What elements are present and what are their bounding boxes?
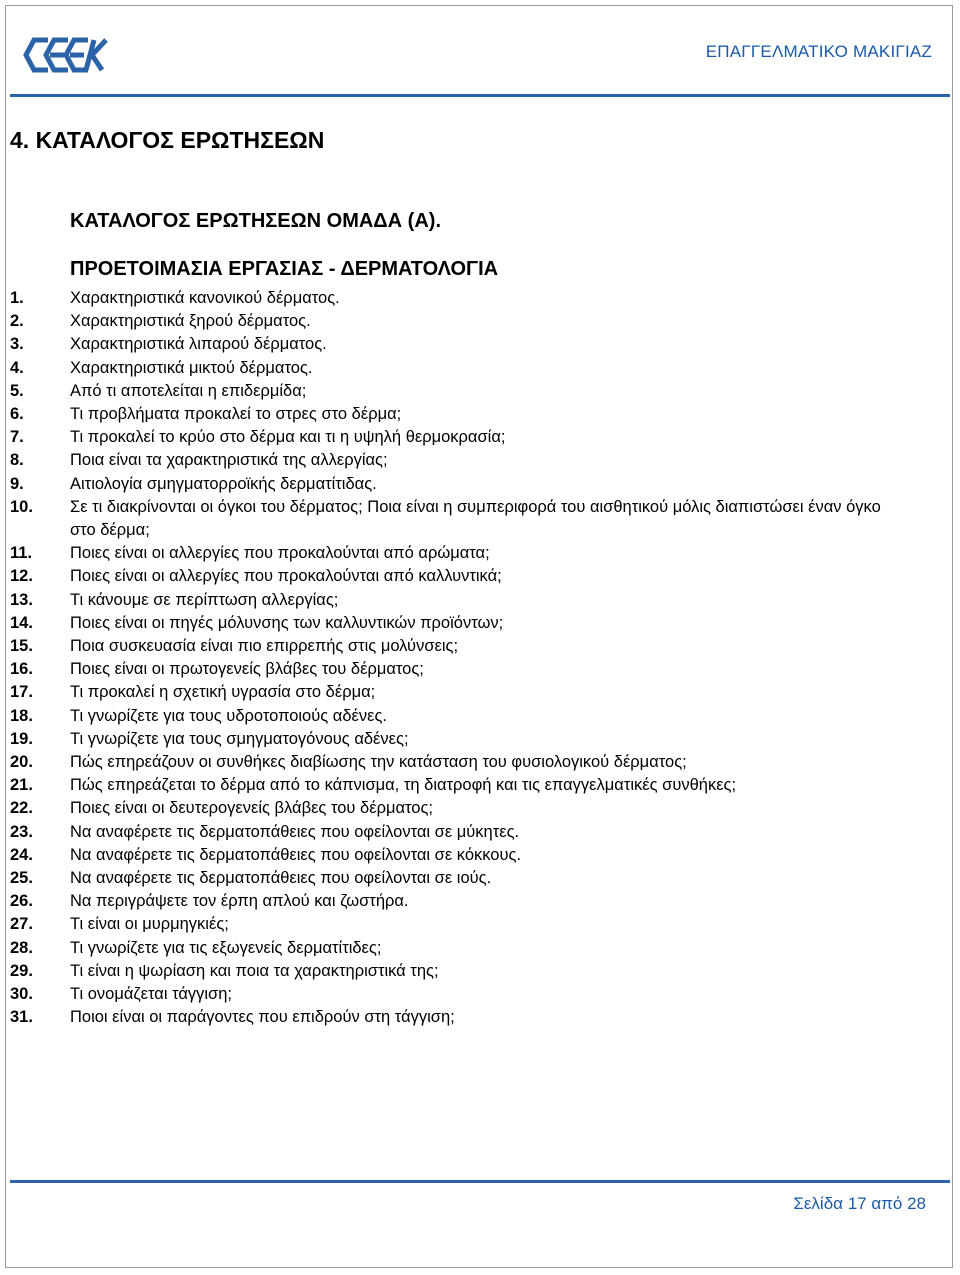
question-text: Τι προκαλεί το κρύο στο δέρμα και τι η υψηλή θερμοκρασία; <box>70 428 506 447</box>
question-text: Χαρακτηριστικά λιπαρού δέρματος. <box>70 335 327 354</box>
question-text: Τι κάνουμε σε περίπτωση αλλεργίας; <box>70 590 339 609</box>
question-item <box>10 287 910 310</box>
question-number: 7. <box>10 428 24 447</box>
document-title: ΕΠΑΓΓΕΛΜΑΤΙΚΟ ΜΑΚΙΓΙΑΖ <box>705 42 932 61</box>
question-number: 11. <box>10 544 33 563</box>
question-text: Ποια είναι τα χαρακτηριστικά της αλλεργίας; <box>70 451 388 470</box>
question-item <box>10 681 910 704</box>
question-number: 1. <box>10 289 24 307</box>
question-item <box>10 496 910 542</box>
question-text: Να αναφέρετε τις δερματοπάθειες που οφείλονται σε κόκκους. <box>70 845 522 864</box>
question-number: 13. <box>10 590 33 609</box>
question-item <box>10 890 910 913</box>
question-text: Ποιοι είναι οι παράγοντες που επιδρούν στη τάγγιση; <box>70 1008 455 1027</box>
question-item <box>10 821 910 844</box>
question-number: 8. <box>10 451 24 470</box>
question-number: 15. <box>10 637 33 656</box>
question-item <box>10 705 910 728</box>
question-item <box>10 728 910 751</box>
question-number: 19. <box>10 729 33 748</box>
section-heading: 4. ΚΑΤΑΛΟΓΟΣ ΕΡΩΤΗΣΕΩΝ <box>10 127 325 153</box>
question-text: Τι γνωρίζετε για τις εξωγενείς δερματίτιδες; <box>70 938 382 957</box>
question-number: 9. <box>10 474 24 493</box>
question-item <box>10 310 910 333</box>
question-text: Χαρακτηριστικά μικτού δέρματος. <box>70 358 313 377</box>
question-number: 14. <box>10 613 33 632</box>
question-item <box>10 867 910 890</box>
question-number: 24. <box>10 845 33 864</box>
question-number: 25. <box>10 869 33 888</box>
question-text: Χαρακτηριστικά κανονικού δέρματος. <box>70 289 340 307</box>
question-number: 17. <box>10 683 33 702</box>
question-text: Ποια συσκευασία είναι πιο επιρρεπής στις μολύνσεις; <box>70 637 459 656</box>
question-item <box>10 357 910 380</box>
question-text: Ποιες είναι οι αλλεργίες που προκαλούνται από καλλυντικά; <box>70 567 502 586</box>
subject-heading: ΠΡΟΕΤΟΙΜΑΣΙΑ ΕΡΓΑΣΙΑΣ - ΔΕΡΜΑΤΟΛΟΓΙΑ <box>70 258 499 280</box>
question-item <box>10 333 910 356</box>
question-number: 21. <box>10 776 33 795</box>
question-text: Πώς επηρεάζεται το δέρμα από το κάπνισμα, τη διατροφή και τις επαγγελματικές συνθήκες; <box>70 776 737 795</box>
question-item <box>10 844 910 867</box>
question-item <box>10 983 910 1006</box>
question-number: 31. <box>10 1008 33 1027</box>
question-item <box>10 542 910 565</box>
question-item <box>10 473 910 496</box>
question-item <box>10 797 910 820</box>
question-number: 4. <box>10 358 24 377</box>
question-list <box>10 287 910 1030</box>
question-number: 20. <box>10 753 33 772</box>
question-number: 6. <box>10 405 24 424</box>
question-number: 3. <box>10 335 24 354</box>
page-number: Σελίδα 17 από 28 <box>793 1194 926 1213</box>
question-text: Τι είναι οι μυρμηγκιές; <box>70 915 229 934</box>
question-number: 28. <box>10 938 33 957</box>
question-text: Ποιες είναι οι πρωτογενείς βλάβες του δέρματος; <box>70 660 424 679</box>
question-text: Να αναφέρετε τις δερματοπάθειες που οφείλονται σε μύκητες. <box>70 822 520 841</box>
question-number: 27. <box>10 915 33 934</box>
question-text: Τι είναι η ψωρίαση και ποια τα χαρακτηριστικά της; <box>70 961 439 980</box>
question-number: 30. <box>10 985 33 1004</box>
question-item <box>10 589 910 612</box>
question-number: 23. <box>10 822 33 841</box>
question-number: 29. <box>10 961 33 980</box>
question-text: Ποιες είναι οι αλλεργίες που προκαλούνται από αρώματα; <box>70 544 490 563</box>
question-item <box>10 403 910 426</box>
question-item <box>10 913 910 936</box>
question-number: 22. <box>10 799 33 818</box>
footer-divider <box>10 1180 950 1183</box>
question-text: Πώς επηρεάζουν οι συνθήκες διαβίωσης την κατάσταση του φυσιολογικού δέρματος; <box>70 753 687 772</box>
question-number: 26. <box>10 892 33 911</box>
question-number: 10. <box>10 497 33 516</box>
ceek-logo <box>22 32 110 78</box>
question-text: Ποιες είναι οι δευτερογενείς βλάβες του δέρματος; <box>70 799 433 818</box>
question-text: Τι ονομάζεται τάγγιση; <box>70 985 233 1004</box>
question-item <box>10 960 910 983</box>
question-item <box>10 751 910 774</box>
question-text: Ποιες είναι οι πηγές μόλυνσης των καλλυντικών προϊόντων; <box>70 613 504 632</box>
question-item <box>10 612 910 635</box>
question-text: Τι προκαλεί η σχετική υγρασία στο δέρμα; <box>70 683 376 702</box>
question-item <box>10 565 910 588</box>
question-item <box>10 1006 910 1029</box>
question-item <box>10 774 910 797</box>
question-number: 5. <box>10 381 24 400</box>
question-item <box>10 635 910 658</box>
question-text: Χαρακτηριστικά ξηρού δέρματος. <box>70 312 311 331</box>
question-number: 18. <box>10 706 33 725</box>
question-text: Τι γνωρίζετε για τους υδροτοποιούς αδένες. <box>70 706 388 725</box>
question-item <box>10 658 910 681</box>
header-divider <box>10 94 950 97</box>
question-text: Από τι αποτελείται η επιδερμίδα; <box>70 381 307 400</box>
question-number: 2. <box>10 312 24 331</box>
question-text: Τι γνωρίζετε για τους σμηγματογόνους αδένες; <box>70 729 409 748</box>
group-heading: ΚΑΤΑΛΟΓΟΣ ΕΡΩΤΗΣΕΩΝ ΟΜΑΔΑ (Α). <box>70 210 442 232</box>
question-text: Να αναφέρετε τις δερματοπάθειες που οφείλονται σε ιούς. <box>70 869 492 888</box>
question-item <box>10 937 910 960</box>
question-item <box>10 449 910 472</box>
question-text: Αιτιολογία σμηγματορροϊκής δερματίτιδας. <box>70 474 377 493</box>
question-text: Τι προβλήματα προκαλεί το στρες στο δέρμα; <box>70 405 402 424</box>
question-number: 12. <box>10 567 33 586</box>
question-item <box>10 380 910 403</box>
question-text: Σε τι διακρίνονται οι όγκοι του δέρματος; Ποια είναι η συμπεριφορά του αισθητικού μόλις διαπιστώσει έναν όγκο στο δέρμα; <box>70 497 881 540</box>
question-text: Να περιγράψετε τον έρπη απλού και ζωστήρα. <box>70 892 409 911</box>
question-item <box>10 426 910 449</box>
question-number: 16. <box>10 660 33 679</box>
